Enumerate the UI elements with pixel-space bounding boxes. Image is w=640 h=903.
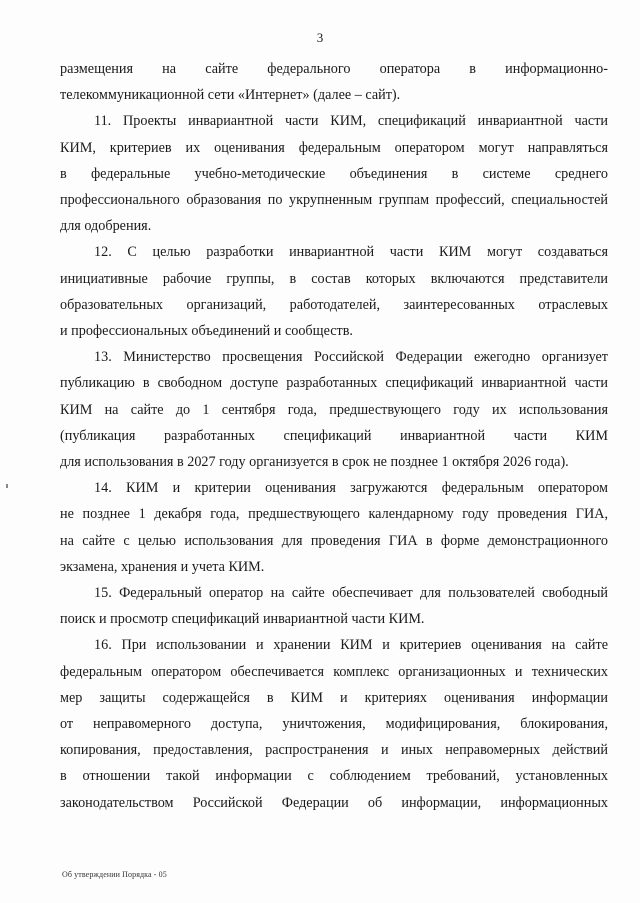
text-line: (публикация разработанных спецификаций инвариантной части КИМ — [60, 427, 608, 444]
text-line: для одобрения. — [60, 218, 152, 235]
text-line: федеральным оператором обеспечивается комплекс организационных и технических — [60, 663, 608, 680]
text-line: поиск и просмотр спецификаций инвариантной части КИМ. — [60, 611, 425, 628]
text-line: КИМ, критериев их оценивания федеральным оператором могут направляться — [60, 139, 608, 156]
page-number: 3 — [316, 30, 324, 45]
text-line: на сайте с целью использования для проведения ГИА в форме демонстрационного — [60, 532, 608, 549]
page-footer: Об утверждении Порядка - 05 — [62, 870, 167, 879]
text-line: телекоммуникационной сети «Интернет» (далее – сайт). — [60, 87, 401, 104]
paragraph-11 — [60, 108, 608, 239]
text-line: законодательством Российской Федерации об информации, информационных — [60, 794, 608, 811]
text-line: 15. Федеральный оператор на сайте обеспечивает для пользователей свободный — [94, 585, 608, 602]
text-line: размещения на сайте федерального оператора в информационно- — [60, 61, 608, 77]
text-line: КИМ на сайте до 1 сентября года, предшествующего году их использования — [60, 401, 608, 418]
text-line: для использования в 2027 году организуется в срок не позднее 1 октября 2026 года). — [60, 454, 569, 471]
paragraph-16 — [60, 632, 608, 815]
text-line: 12. С целью разработки инвариантной части КИМ могут создаваться — [94, 244, 608, 261]
paragraph-12 — [60, 239, 608, 344]
paragraph-10-continuation — [60, 56, 608, 108]
text-line: мер защиты содержащейся в КИМ и критериях оценивания информации — [60, 689, 608, 706]
paragraph-14 — [60, 475, 608, 580]
text-line: 14. КИМ и критерии оценивания загружаются федеральным оператором — [94, 480, 608, 497]
text-line: публикацию в свободном доступе разработанных спецификаций инвариантной части — [60, 375, 608, 392]
text-line: в федеральные учебно-методические объединения в системе среднего — [60, 165, 608, 182]
paragraph-15 — [60, 580, 608, 632]
text-line: 16. При использовании и хранении КИМ и критериев оценивания на сайте — [94, 637, 608, 654]
text-line: и профессиональных объединений и сообществ. — [60, 323, 353, 340]
text-line: экзамена, хранения и учета КИМ. — [60, 558, 265, 575]
document-body — [60, 56, 608, 816]
scan-mark — [6, 484, 8, 488]
text-line: профессионального образования по укрупненным группам профессий, специальностей — [60, 192, 608, 209]
text-line: копирования, предоставления, распространения и иных неправомерных действий — [60, 742, 608, 759]
paragraph-13 — [60, 344, 608, 475]
text-line: образовательных организаций, работодателей, заинтересованных отраслевых — [60, 296, 608, 313]
text-line: не позднее 1 декабря года, предшествующего календарному году проведения ГИА, — [60, 506, 608, 523]
text-line: от неправомерного доступа, уничтожения, модифицирования, блокирования, — [60, 716, 608, 733]
text-line: в отношении такой информации с соблюдением требований, установленных — [60, 768, 608, 785]
text-line: 11. Проекты инвариантной части КИМ, спецификаций инвариантной части — [94, 113, 608, 130]
text-line: 13. Министерство просвещения Российской Федерации ежегодно организует — [94, 349, 608, 366]
text-line: инициативные рабочие группы, в состав которых включаются представители — [60, 270, 608, 287]
